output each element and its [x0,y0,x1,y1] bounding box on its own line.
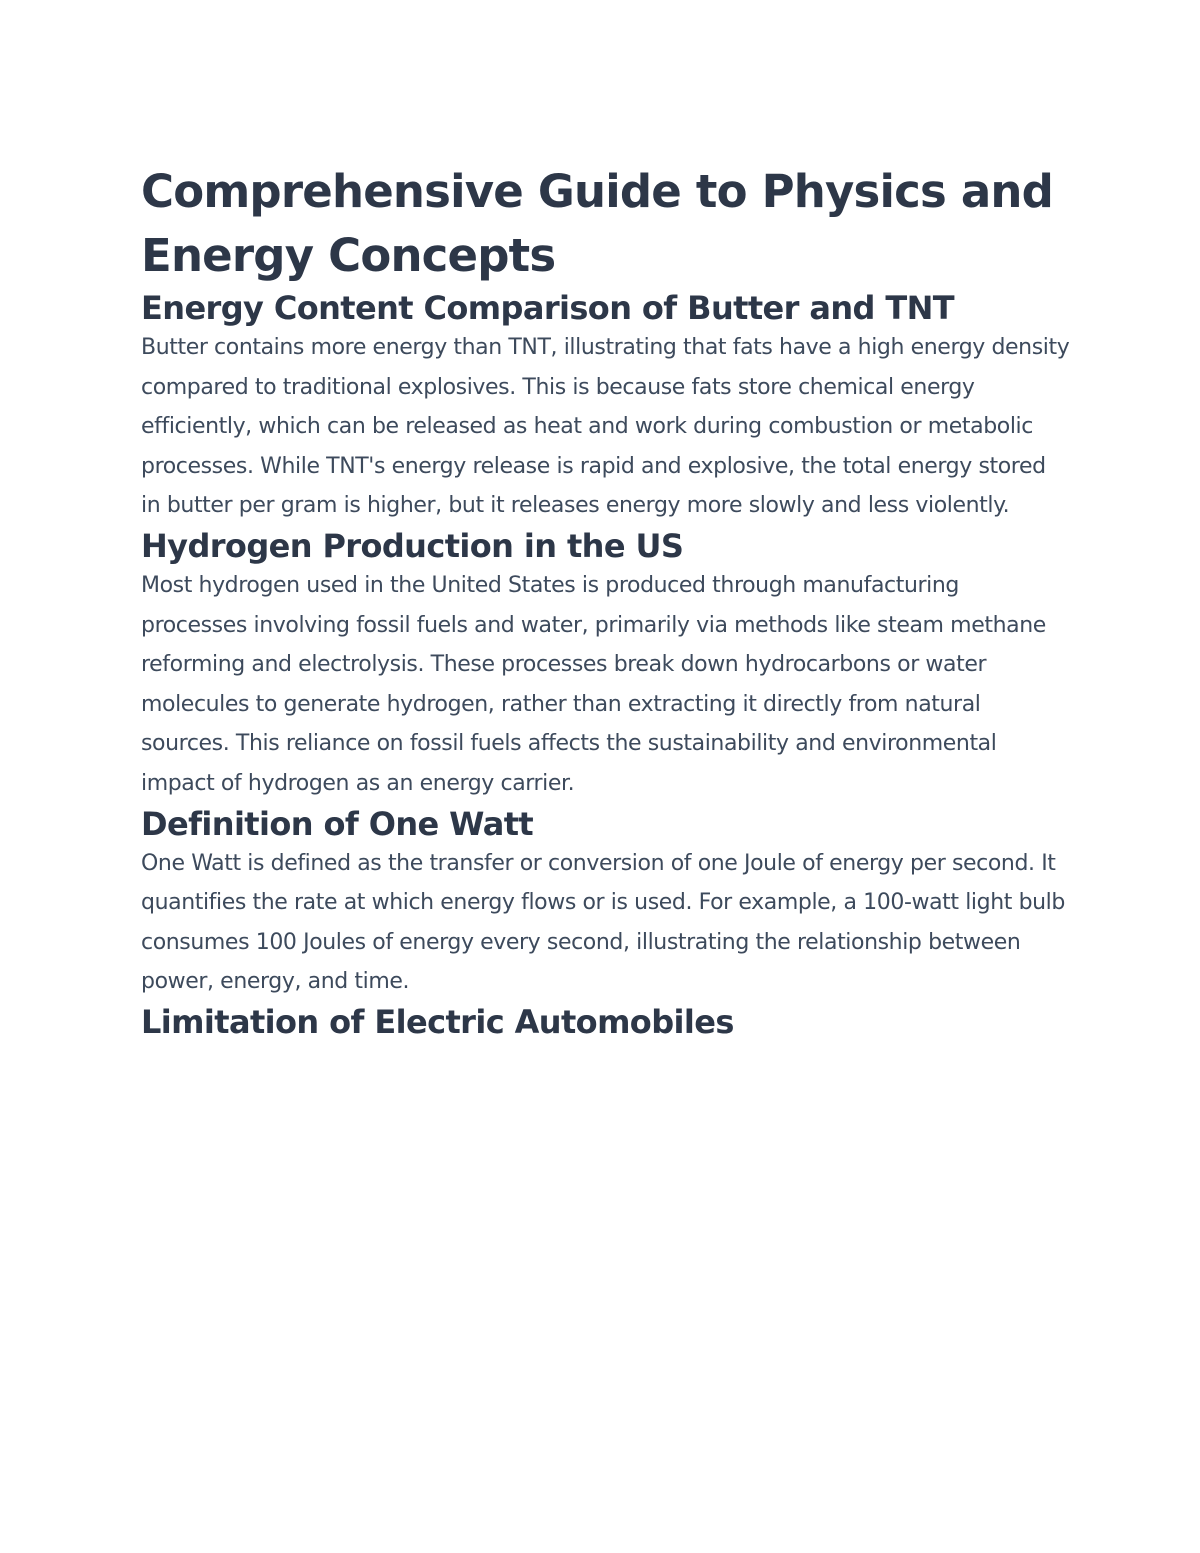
section-body-watt: One Watt is defined as the transfer or conversion of one Joule of energy per second. It quantifies the rate at which energy flows or is used. For example, a 100-watt light bulb consumes 100 Joules of energy every second, illustrating the relationship between power, energy, and time. [141,850,1065,995]
section-heading-butter-tnt: Energy Content Comparison of Butter and TNT [141,289,955,327]
section-heading-watt: Definition of One Watt [141,804,534,843]
section-body-butter-tnt: Butter contains more energy than TNT, illustrating that fats have a high energy density compared to traditional explosives. This is because fats store chemical energy efficiently, which can be released as heat and work during combustion or metabolic processes. While TNT's energy release is rapid and explosive, the total energy stored in butter per gram is higher, but it releases energy more slowly and less violently. [141,335,1070,519]
document-page [141,160,1071,1042]
document-title: Comprehensive Guide to Physics and Energy Concepts [141,165,1054,282]
section-body-hydrogen: Most hydrogen used in the United States is produced through manufacturing processes involving fossil fuels and water, primarily via methods like steam methane reforming and electrolysis. These processes break down hydrocarbons or water molecules to generate hydrogen, rather than extracting it directly from natural sources. This reliance on fossil fuels affects the sustainability and environmental impact of hydrogen as an energy carrier. [141,572,1046,796]
section-heading-electric-automobiles: Limitation of Electric Automobiles [141,1002,734,1041]
section-heading-hydrogen: Hydrogen Production in the US [141,526,684,565]
